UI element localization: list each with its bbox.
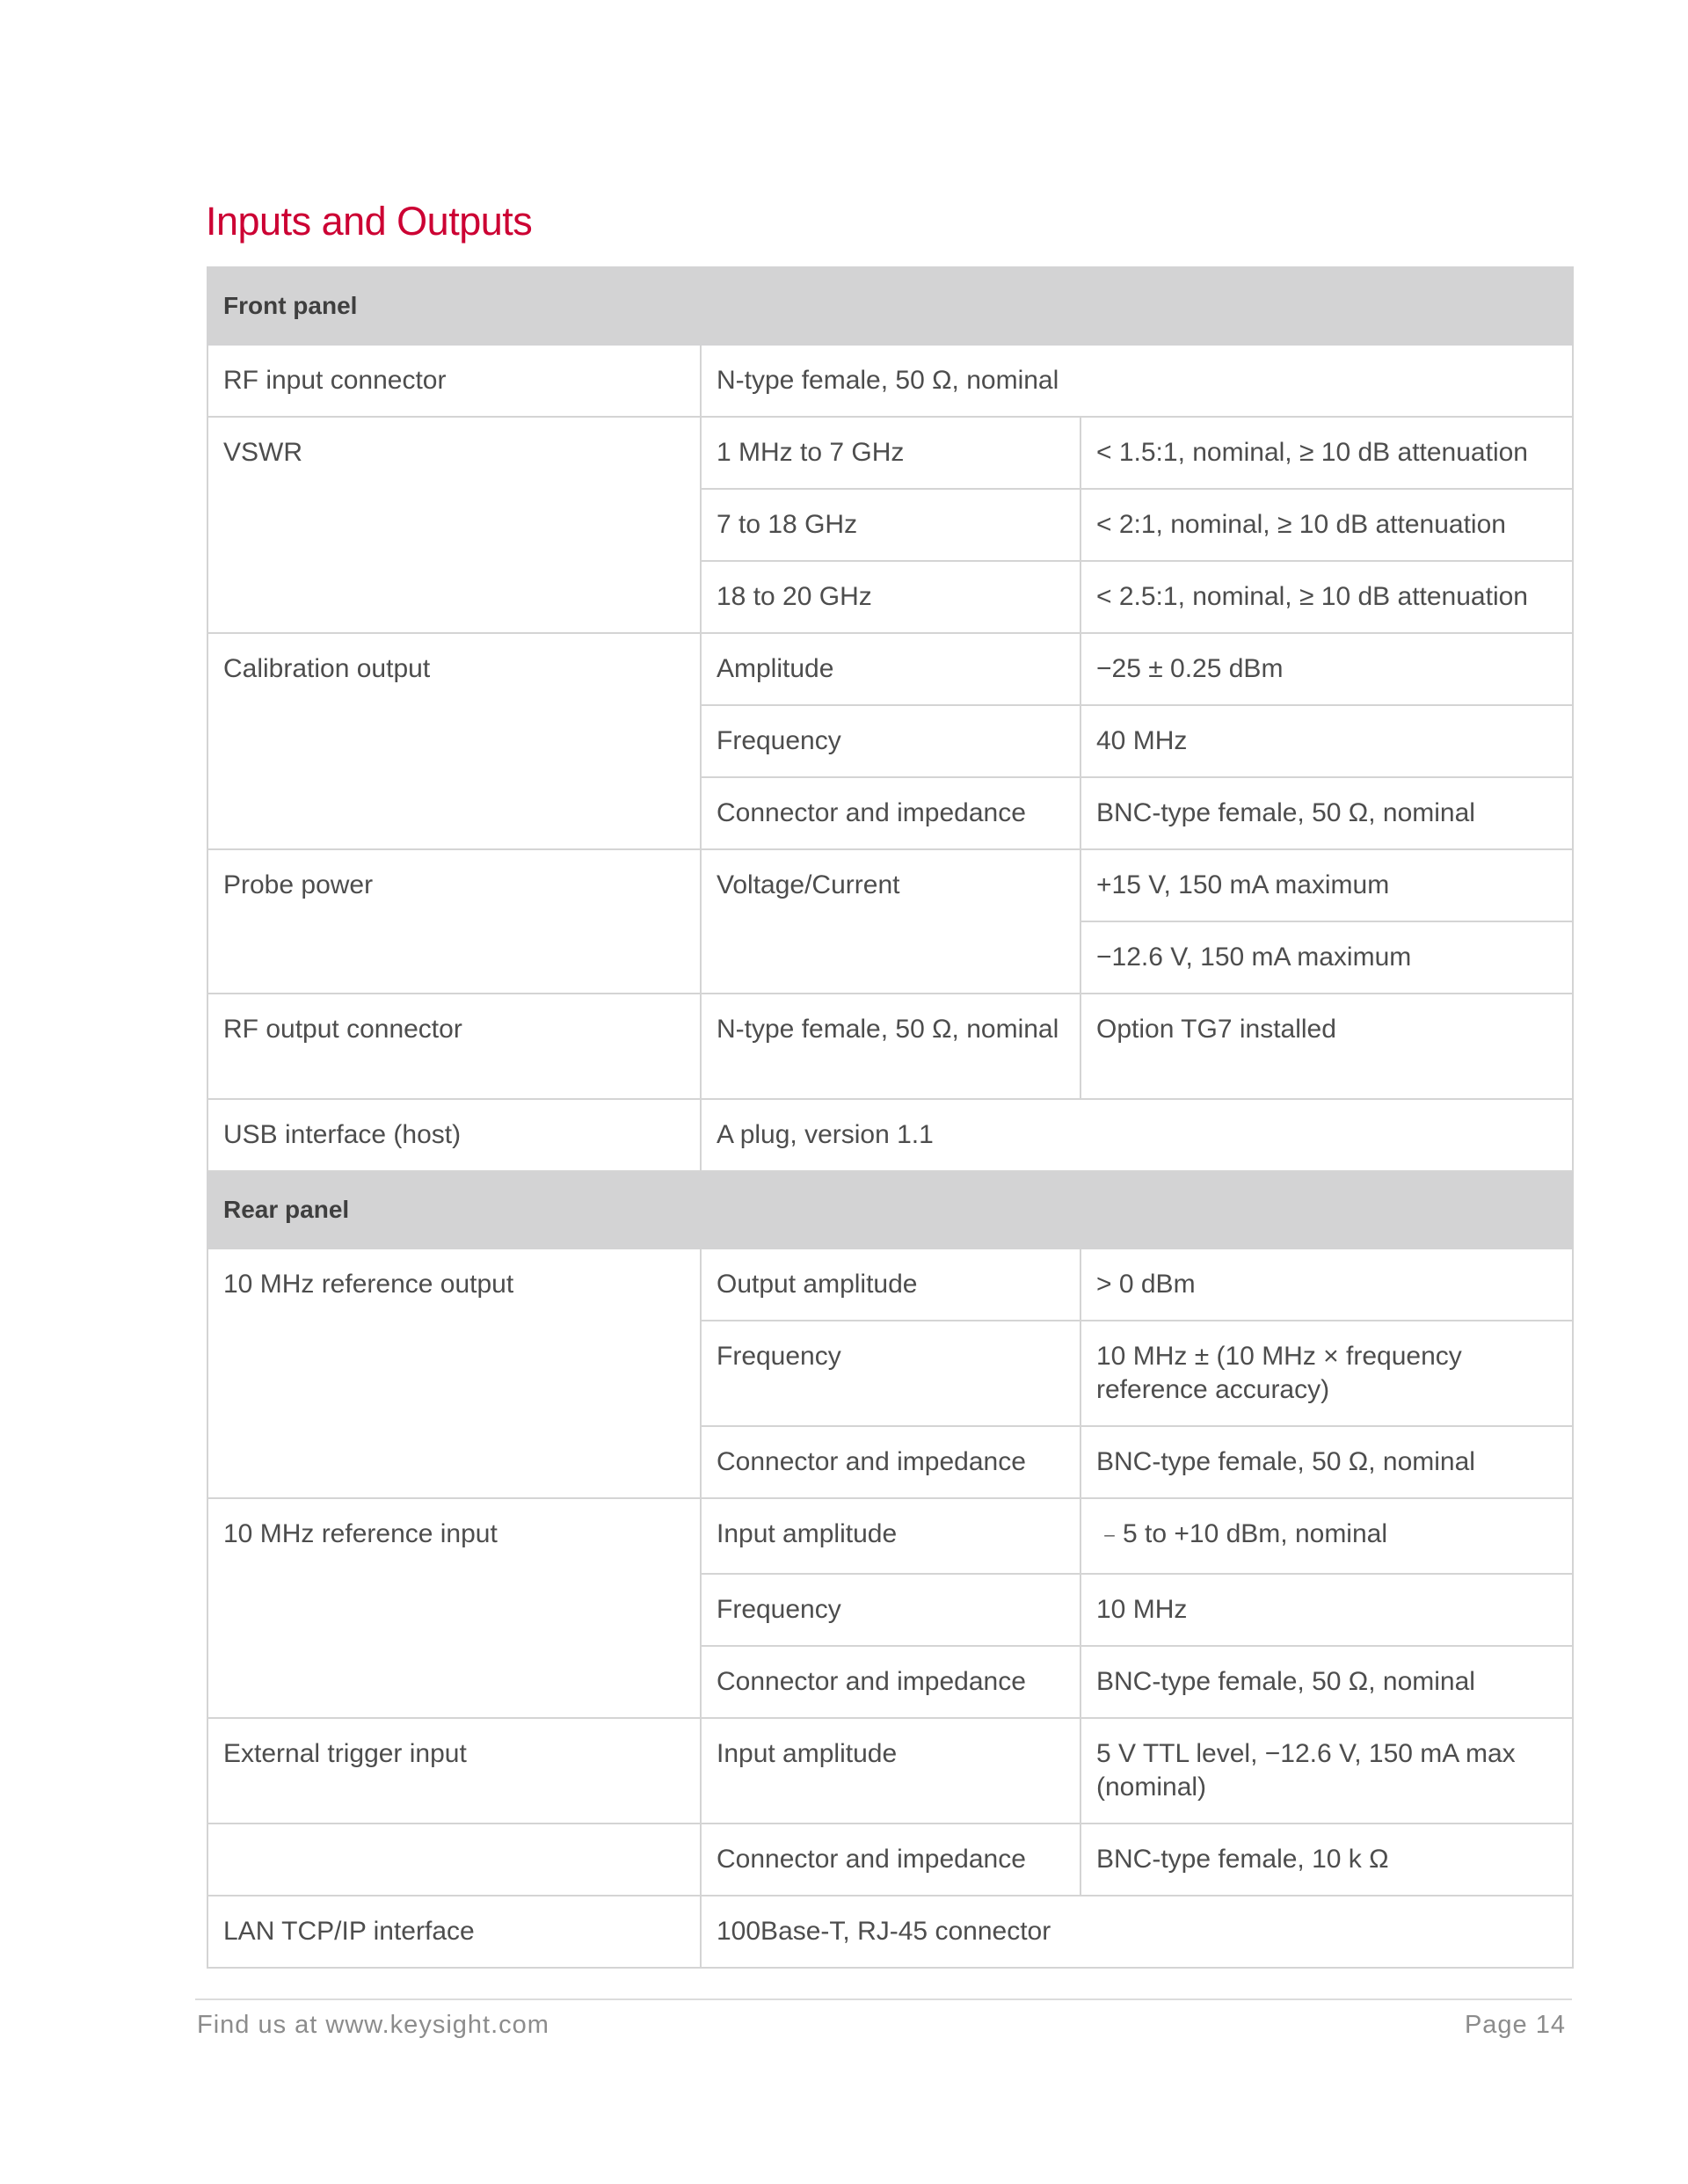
footer-page-number: Page 14 — [1464, 2011, 1566, 2039]
row-value: +15 V, 150 mA maximum — [1080, 849, 1573, 921]
row-param: Frequency — [701, 1574, 1080, 1646]
table-row — [207, 417, 1573, 489]
row-param: Connector and impedance — [701, 1824, 1080, 1896]
row-label: 10 MHz reference input — [207, 1498, 701, 1718]
table-row — [207, 345, 1573, 417]
row-value: N-type female, 50 Ω, nominal — [701, 994, 1080, 1099]
row-param: Connector and impedance — [701, 777, 1080, 849]
row-value: 5 V TTL level, −12.6 V, 150 mA max (nominal) — [1080, 1718, 1573, 1824]
row-value: < 2:1, nominal, ≥ 10 dB attenuation — [1080, 489, 1573, 561]
row-param: Input amplitude — [701, 1718, 1080, 1824]
row-value: 40 MHz — [1080, 705, 1573, 777]
row-label-empty — [207, 1824, 701, 1896]
table-row — [207, 1718, 1573, 1824]
table-row — [207, 1099, 1573, 1171]
row-value: BNC-type female, 50 Ω, nominal — [1080, 777, 1573, 849]
footer-divider — [195, 1998, 1572, 2000]
row-value: N-type female, 50 Ω, nominal — [701, 345, 1573, 417]
table-row — [207, 849, 1573, 921]
table-row — [207, 633, 1573, 705]
row-value: 10 MHz — [1080, 1574, 1573, 1646]
row-value: < 1.5:1, nominal, ≥ 10 dB attenuation — [1080, 417, 1573, 489]
row-param: Connector and impedance — [701, 1426, 1080, 1498]
row-value: BNC-type female, 50 Ω, nominal — [1080, 1646, 1573, 1718]
row-value: BNC-type female, 10 k Ω — [1080, 1824, 1573, 1896]
row-param: Voltage/Current — [701, 849, 1080, 994]
table-row — [207, 1896, 1573, 1968]
row-param: Frequency — [701, 1321, 1080, 1426]
row-value: −12.6 V, 150 mA maximum — [1080, 921, 1573, 994]
row-value: −25 ± 0.25 dBm — [1080, 633, 1573, 705]
row-param: Input amplitude — [701, 1498, 1080, 1574]
row-param: 1 MHz to 7 GHz — [701, 417, 1080, 489]
row-label: RF output connector — [207, 994, 701, 1099]
row-label: Calibration output — [207, 633, 701, 849]
row-value: 100Base-T, RJ-45 connector — [701, 1896, 1573, 1968]
row-label: VSWR — [207, 417, 701, 633]
row-param: 7 to 18 GHz — [701, 489, 1080, 561]
row-value: > 0 dBm — [1080, 1249, 1573, 1321]
row-value: < 2.5:1, nominal, ≥ 10 dB attenuation — [1080, 561, 1573, 633]
row-label: RF input connector — [207, 345, 701, 417]
section-title: Front panel — [207, 267, 1573, 345]
row-label: USB interface (host) — [207, 1099, 701, 1171]
row-param: Amplitude — [701, 633, 1080, 705]
inputs-outputs-table — [207, 266, 1574, 1969]
row-value: BNC-type female, 50 Ω, nominal — [1080, 1426, 1573, 1498]
section-header-rear-panel — [207, 1171, 1573, 1249]
row-param: 18 to 20 GHz — [701, 561, 1080, 633]
table-row — [207, 1498, 1573, 1574]
row-param: Frequency — [701, 705, 1080, 777]
row-note: Option TG7 installed — [1080, 994, 1573, 1099]
row-value: 10 MHz ± (10 MHz × frequency reference accuracy) — [1080, 1321, 1573, 1426]
table-row — [207, 1249, 1573, 1321]
row-label: 10 MHz reference output — [207, 1249, 701, 1498]
footer-website: Find us at www.keysight.com — [197, 2011, 549, 2039]
row-label: Probe power — [207, 849, 701, 994]
row-label: External trigger input — [207, 1718, 701, 1824]
section-title: Rear panel — [207, 1171, 1573, 1249]
page-title: Inputs and Outputs — [206, 199, 533, 244]
table-row — [207, 994, 1573, 1099]
row-value: A plug, version 1.1 — [701, 1099, 1573, 1171]
row-param: Output amplitude — [701, 1249, 1080, 1321]
row-label: LAN TCP/IP interface — [207, 1896, 701, 1968]
row-param: Connector and impedance — [701, 1646, 1080, 1718]
table-row — [207, 1824, 1573, 1896]
row-value: ﹣5 to +10 dBm, nominal — [1080, 1498, 1573, 1574]
section-header-front-panel — [207, 267, 1573, 345]
